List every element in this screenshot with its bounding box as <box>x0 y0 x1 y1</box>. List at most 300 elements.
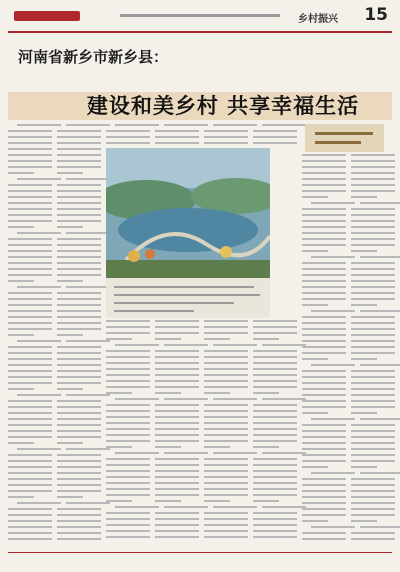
text-line <box>8 346 52 348</box>
text-line <box>351 538 395 540</box>
text-line <box>8 388 34 390</box>
text-line <box>351 352 395 354</box>
text-line <box>351 304 377 306</box>
text-line <box>302 508 346 510</box>
text-line <box>204 422 248 424</box>
text-line <box>253 428 297 430</box>
text-line <box>213 344 257 346</box>
text-line <box>66 502 110 504</box>
text-line <box>351 154 395 156</box>
text-line <box>351 316 395 318</box>
text-line <box>17 340 61 342</box>
text-line <box>164 452 208 454</box>
text-line <box>351 160 395 162</box>
text-line <box>57 226 83 228</box>
text-line <box>57 454 101 456</box>
text-line <box>351 178 395 180</box>
text-line <box>213 506 257 508</box>
text-line <box>302 358 328 360</box>
text-line <box>302 262 346 264</box>
text-line <box>351 508 395 510</box>
text-line <box>155 512 199 514</box>
text-line <box>351 280 395 282</box>
text-line <box>204 142 248 144</box>
text-line <box>351 358 377 360</box>
text-line <box>204 470 248 472</box>
text-line <box>106 500 132 502</box>
text-line <box>302 286 346 288</box>
text-line <box>155 136 199 138</box>
text-line <box>302 280 346 282</box>
text-line <box>57 322 101 324</box>
text-line <box>302 394 346 396</box>
text-line <box>253 422 297 424</box>
text-line <box>57 142 101 144</box>
text-line <box>106 130 150 132</box>
text-line <box>8 190 52 192</box>
text-line <box>164 124 208 126</box>
text-line <box>351 370 395 372</box>
text-line <box>155 518 199 520</box>
text-line <box>57 262 101 264</box>
text-line <box>57 466 101 468</box>
text-line <box>8 298 52 300</box>
text-line <box>155 142 199 144</box>
text-line <box>351 172 395 174</box>
text-line <box>8 460 52 462</box>
text-line <box>311 202 355 204</box>
text-line <box>8 208 52 210</box>
text-line <box>302 376 346 378</box>
text-line <box>57 172 83 174</box>
text-line <box>302 160 346 162</box>
text-line <box>351 484 395 486</box>
text-line <box>8 238 52 240</box>
text-line <box>115 124 159 126</box>
text-line <box>155 470 199 472</box>
sidebar-heading <box>305 124 384 152</box>
text-line <box>302 340 346 342</box>
text-line <box>57 538 101 540</box>
text-line <box>253 536 297 538</box>
text-line <box>155 356 199 358</box>
text-line <box>351 262 395 264</box>
text-line <box>204 536 248 538</box>
text-line <box>253 362 297 364</box>
text-line <box>204 512 248 514</box>
text-line <box>351 286 395 288</box>
text-line <box>106 326 150 328</box>
text-line <box>8 442 34 444</box>
text-line <box>8 322 52 324</box>
text-line <box>8 424 52 426</box>
text-line <box>204 136 248 138</box>
text-line <box>17 448 61 450</box>
text-line <box>155 416 199 418</box>
page-number: 15 <box>364 5 388 25</box>
section-name: 乡村振兴 <box>298 14 338 25</box>
text-line <box>57 346 101 348</box>
text-line <box>302 424 346 426</box>
text-line <box>57 514 101 516</box>
text-line <box>253 482 297 484</box>
text-line <box>57 208 101 210</box>
text-line <box>253 374 297 376</box>
text-line <box>57 460 101 462</box>
text-line <box>8 520 52 522</box>
text-line <box>57 424 101 426</box>
text-line <box>262 506 306 508</box>
text-line <box>155 410 199 412</box>
text-line <box>302 430 346 432</box>
text-line <box>155 458 199 460</box>
text-line <box>302 352 346 354</box>
text-line <box>57 490 101 492</box>
text-line <box>302 172 346 174</box>
text-line <box>106 386 150 388</box>
text-line <box>204 386 248 388</box>
text-line <box>57 526 101 528</box>
text-line <box>155 440 199 442</box>
text-line <box>8 358 52 360</box>
text-line <box>106 142 150 144</box>
text-line <box>204 476 248 478</box>
text-line <box>106 416 150 418</box>
text-line <box>57 274 101 276</box>
text-line <box>106 518 150 520</box>
text-line <box>106 332 150 334</box>
text-line <box>262 344 306 346</box>
text-line <box>17 232 61 234</box>
text-line <box>204 530 248 532</box>
text-line <box>8 292 52 294</box>
text-line <box>302 184 346 186</box>
text-line <box>351 382 395 384</box>
text-line <box>351 328 395 330</box>
text-line <box>8 202 52 204</box>
text-line <box>106 380 150 382</box>
text-line <box>57 280 83 282</box>
text-line <box>8 130 52 132</box>
text-line <box>302 388 346 390</box>
text-line <box>106 368 150 370</box>
masthead <box>8 4 392 30</box>
text-line <box>351 196 377 198</box>
text-line <box>351 334 395 336</box>
text-line <box>155 386 199 388</box>
text-line <box>204 350 248 352</box>
text-line <box>351 448 395 450</box>
text-line <box>253 518 297 520</box>
text-line <box>106 362 150 364</box>
text-line <box>351 214 395 216</box>
text-line <box>57 214 101 216</box>
text-line <box>204 356 248 358</box>
text-line <box>8 148 52 150</box>
text-line <box>57 418 101 420</box>
text-line <box>253 332 297 334</box>
text-line <box>204 374 248 376</box>
text-line <box>8 436 52 438</box>
text-line <box>302 268 346 270</box>
text-line <box>204 524 248 526</box>
text-line <box>253 494 297 496</box>
text-line <box>57 358 101 360</box>
text-line <box>351 184 395 186</box>
text-line <box>8 166 52 168</box>
text-line <box>17 286 61 288</box>
text-line <box>351 406 395 408</box>
text-line <box>57 376 101 378</box>
text-line <box>155 404 199 406</box>
text-line <box>302 328 346 330</box>
text-line <box>106 446 132 448</box>
text-line <box>262 398 306 400</box>
text-line <box>204 338 230 340</box>
text-line <box>106 374 150 376</box>
text-line <box>8 430 52 432</box>
text-line <box>213 124 257 126</box>
text-line <box>253 512 297 514</box>
text-line <box>66 340 110 342</box>
text-line <box>106 338 132 340</box>
text-line <box>302 382 346 384</box>
text-line <box>106 136 150 138</box>
text-line <box>106 422 150 424</box>
text-line <box>351 322 395 324</box>
text-line <box>57 430 101 432</box>
text-line <box>262 124 306 126</box>
text-line <box>66 448 110 450</box>
text-line <box>8 160 52 162</box>
text-line <box>302 238 346 240</box>
text-line <box>57 190 101 192</box>
text-line <box>106 428 150 430</box>
text-line <box>302 442 346 444</box>
text-line <box>57 328 101 330</box>
text-line <box>253 404 297 406</box>
headline-band <box>8 36 392 120</box>
text-line <box>155 500 181 502</box>
text-line <box>351 424 395 426</box>
text-line <box>8 136 52 138</box>
text-line <box>106 392 132 394</box>
text-line <box>204 320 248 322</box>
text-line <box>8 454 52 456</box>
text-line <box>351 430 395 432</box>
text-line <box>8 412 52 414</box>
text-line <box>253 368 297 370</box>
text-line <box>8 418 52 420</box>
text-line <box>57 412 101 414</box>
text-line <box>204 446 230 448</box>
text-line <box>115 452 159 454</box>
text-line <box>204 500 230 502</box>
text-line <box>351 388 395 390</box>
text-line <box>204 434 248 436</box>
text-line <box>351 238 395 240</box>
text-line <box>351 220 395 222</box>
text-line <box>351 190 395 192</box>
text-line <box>57 292 101 294</box>
text-line <box>106 356 150 358</box>
article-photo <box>106 148 270 278</box>
text-line <box>253 356 297 358</box>
text-line <box>204 368 248 370</box>
text-line <box>164 398 208 400</box>
text-line <box>66 286 110 288</box>
text-line <box>302 208 346 210</box>
text-line <box>155 434 199 436</box>
text-line <box>253 130 297 132</box>
text-line <box>302 484 346 486</box>
text-line <box>106 410 150 412</box>
text-line <box>57 382 101 384</box>
text-line <box>57 160 101 162</box>
text-line <box>213 452 257 454</box>
text-line <box>57 184 101 186</box>
text-line <box>57 220 101 222</box>
text-line <box>155 536 199 538</box>
text-line <box>302 346 346 348</box>
text-line <box>351 496 395 498</box>
text-line <box>302 334 346 336</box>
text-line <box>302 520 328 522</box>
text-line <box>253 350 297 352</box>
text-line <box>57 496 83 498</box>
text-line <box>66 178 110 180</box>
text-line <box>106 458 150 460</box>
text-line <box>8 400 52 402</box>
text-line <box>351 442 395 444</box>
text-line <box>204 404 248 406</box>
text-line <box>66 124 110 126</box>
text-line <box>302 190 346 192</box>
text-line <box>204 410 248 412</box>
text-line <box>57 148 101 150</box>
text-line <box>8 514 52 516</box>
text-line <box>204 494 248 496</box>
text-line <box>8 262 52 264</box>
text-line <box>253 446 279 448</box>
text-line <box>302 316 346 318</box>
text-line <box>8 220 52 222</box>
text-line <box>8 496 34 498</box>
headline: 建设和美乡村 共享幸福生活 <box>86 93 360 118</box>
text-line <box>302 322 346 324</box>
text-line <box>253 142 297 144</box>
text-line <box>8 382 52 384</box>
text-line <box>8 466 52 468</box>
text-line <box>302 244 346 246</box>
text-line <box>8 334 34 336</box>
text-line <box>66 394 110 396</box>
text-line <box>253 320 297 322</box>
text-line <box>360 418 400 420</box>
text-line <box>155 488 199 490</box>
text-line <box>311 472 355 474</box>
text-line <box>204 380 248 382</box>
text-line <box>106 494 150 496</box>
text-line <box>57 352 101 354</box>
text-line <box>57 136 101 138</box>
text-line <box>253 416 297 418</box>
text-line <box>351 490 395 492</box>
text-line <box>351 250 377 252</box>
text-line <box>155 464 199 466</box>
text-line <box>351 520 377 522</box>
text-line <box>360 364 400 366</box>
text-line <box>17 124 61 126</box>
text-line <box>311 364 355 366</box>
text-line <box>302 448 346 450</box>
text-line <box>17 502 61 504</box>
text-line <box>351 292 395 294</box>
text-line <box>8 364 52 366</box>
text-line <box>115 344 159 346</box>
headline-kicker: 河南省新乡市新乡县： <box>18 48 169 66</box>
text-line <box>155 494 199 496</box>
text-line <box>57 304 101 306</box>
text-line <box>204 464 248 466</box>
text-line <box>57 250 101 252</box>
text-line <box>164 506 208 508</box>
text-line <box>57 310 101 312</box>
text-line <box>351 394 395 396</box>
text-line <box>57 436 101 438</box>
text-line <box>57 442 83 444</box>
newspaper-logo <box>14 8 80 24</box>
text-line <box>351 502 395 504</box>
text-line <box>8 196 52 198</box>
text-line <box>57 238 101 240</box>
text-line <box>204 518 248 520</box>
text-line <box>57 316 101 318</box>
text-line <box>351 274 395 276</box>
text-line <box>262 452 306 454</box>
issue-info-line <box>120 14 280 17</box>
text-line <box>57 532 101 534</box>
text-line <box>204 482 248 484</box>
text-line <box>302 178 346 180</box>
text-line <box>204 458 248 460</box>
text-line <box>57 508 101 510</box>
text-line <box>155 446 181 448</box>
text-line <box>155 392 181 394</box>
text-line <box>253 458 297 460</box>
text-line <box>302 538 346 540</box>
text-line <box>8 370 52 372</box>
text-line <box>57 202 101 204</box>
text-line <box>66 232 110 234</box>
text-line <box>155 338 181 340</box>
text-line <box>253 386 297 388</box>
text-line <box>311 526 355 528</box>
text-line <box>8 484 52 486</box>
text-line <box>155 130 199 132</box>
text-line <box>204 440 248 442</box>
text-line <box>8 214 52 216</box>
text-line <box>302 304 328 306</box>
text-line <box>351 460 395 462</box>
text-line <box>253 410 297 412</box>
text-line <box>302 514 346 516</box>
text-line <box>57 472 101 474</box>
photo-caption <box>106 278 270 318</box>
text-line <box>17 394 61 396</box>
text-line <box>351 466 377 468</box>
top-rule <box>8 31 392 33</box>
